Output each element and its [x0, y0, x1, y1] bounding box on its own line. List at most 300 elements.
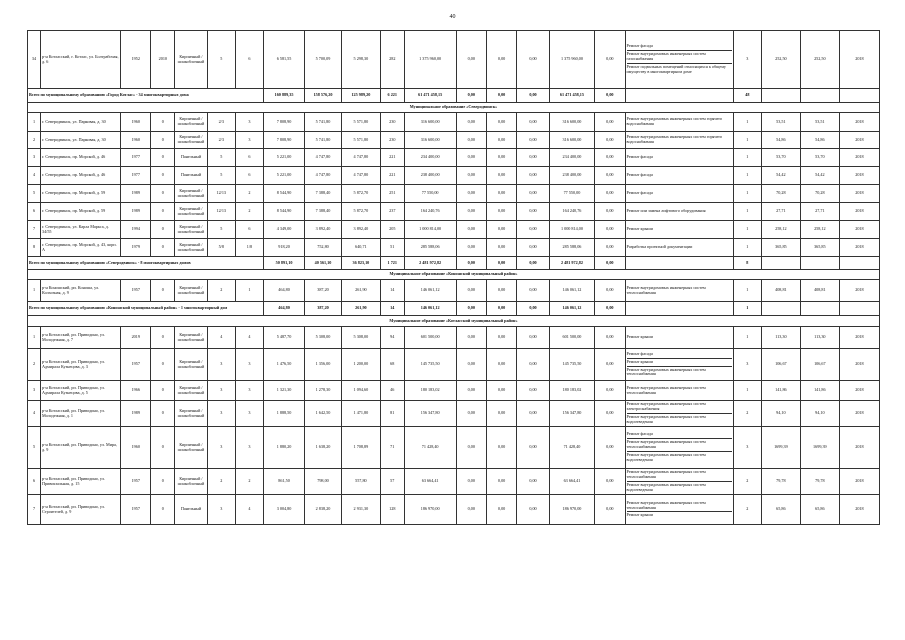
- total-n: 1 721: [380, 257, 404, 270]
- wall-material: Панельный: [175, 149, 207, 167]
- table-body: [28, 31, 880, 525]
- works-list: [625, 203, 733, 221]
- work-item: Ремонт внутридомовых инженерных систем газоснабжения: [627, 51, 732, 64]
- total-n: 14: [380, 302, 404, 316]
- cell-a2: 1 356,00: [305, 349, 342, 381]
- works-list: [625, 239, 733, 257]
- work-item: Ремонт подвальных помещений относящихся к общему имуществу в многоквартирном доме: [626, 63, 726, 74]
- house-address: р-н Котласский, рп. Приводино, ул. Адмирала Кузнецова, д. 3: [40, 349, 120, 381]
- commission-year: 1989: [121, 185, 151, 203]
- cell-a2: 4 747,80: [305, 149, 342, 167]
- last-repair-year: 0: [151, 381, 175, 401]
- floors-count: 5: [207, 149, 235, 167]
- works-list: [625, 113, 733, 132]
- cell-z1: 0,00: [456, 401, 486, 427]
- unit-cost-limit: 365,85: [800, 239, 839, 257]
- cell-z3: 0,00: [517, 149, 549, 167]
- entrances-count: 3: [235, 113, 263, 132]
- table-row: [28, 149, 880, 167]
- cell-a1: 918,20: [263, 239, 304, 257]
- cell-a3: 5 308,00: [341, 327, 380, 349]
- table-row: [28, 31, 880, 89]
- cell-a3: 261,90: [341, 280, 380, 302]
- cell-own: 180 183,02: [549, 381, 594, 401]
- works-count: 1: [733, 167, 761, 185]
- unit-cost: 65,86: [761, 495, 800, 525]
- row-number: 7: [28, 495, 41, 525]
- cell-cost: 71 428,40: [404, 427, 456, 469]
- cell-z3: 0,00: [517, 239, 549, 257]
- last-repair-year: 0: [151, 203, 175, 221]
- cell-a1: 7 808,90: [263, 132, 304, 149]
- total-count: 48: [733, 89, 761, 103]
- work-item: Ремонт внутридомовых инженерных систем теплоснабжения: [626, 384, 706, 395]
- cell-a3: 5 571,80: [341, 132, 380, 149]
- wall-material: Кирпичный / шлакоблочный: [175, 381, 207, 401]
- total-row: [28, 257, 880, 270]
- cell-a1: 1 476,50: [263, 349, 304, 381]
- work-item: Ремонт внутридомовых инженерных систем водоотведения: [626, 482, 706, 492]
- cell-own: 234 400,00: [549, 149, 594, 167]
- cell-own: 238 400,00: [549, 167, 594, 185]
- total-empty-2: [800, 302, 839, 316]
- plan-year: 2018: [839, 381, 879, 401]
- cell-z4: 0,00: [595, 280, 625, 302]
- cell-a2: 1 642,50: [305, 401, 342, 427]
- floors-count: 4: [207, 327, 235, 349]
- house-address: р-н Котласский, рп. Приводино, ул. Молодежная, д. 7: [40, 327, 120, 349]
- floors-count: 2: [207, 280, 235, 302]
- table-row: [28, 469, 880, 495]
- unit-cost-limit: 252,50: [800, 31, 839, 89]
- table-row: [28, 203, 880, 221]
- house-address: р-н Котласский, г. Котлас, ул. Болтрабочая, д. 6: [40, 31, 120, 89]
- table-row: [28, 113, 880, 132]
- entrances-count: 3: [235, 401, 263, 427]
- cell-cost: 180 183,02: [404, 381, 456, 401]
- cell-cost: 63 664,41: [404, 469, 456, 495]
- wall-material: Кирпичный / шлакоблочный: [175, 327, 207, 349]
- unit-cost-limit: 94,10: [800, 401, 839, 427]
- plan-year: 2018: [839, 327, 879, 349]
- commission-year: 1979: [121, 239, 151, 257]
- table-row: [28, 495, 880, 525]
- works-list: [625, 280, 733, 302]
- cell-z3: 0,00: [517, 349, 549, 381]
- plan-year: 2018: [839, 203, 879, 221]
- table-row: [28, 280, 880, 302]
- unit-cost-limit: 65,86: [800, 495, 839, 525]
- floors-count: 5: [207, 31, 235, 89]
- commission-year: 1957: [121, 349, 151, 381]
- plan-year: 2018: [839, 401, 879, 427]
- cell-z4: 0,00: [595, 381, 625, 401]
- floors-count: 2/3: [207, 113, 235, 132]
- work-item: Ремонт фасада: [626, 190, 653, 196]
- cell-z1: 0,00: [456, 113, 486, 132]
- total-z3: 0,00: [517, 89, 549, 103]
- commission-year: 1957: [121, 469, 151, 495]
- cell-z1: 0,00: [456, 495, 486, 525]
- cell-n: 57: [380, 469, 404, 495]
- cell-n: 14: [380, 280, 404, 302]
- unit-cost-limit: 141,86: [800, 381, 839, 401]
- plan-year: 2018: [839, 469, 879, 495]
- total-own: 61 471 458,15: [549, 89, 594, 103]
- cell-a1: 8 544,90: [263, 185, 304, 203]
- total-own: 2 481 972,82: [549, 257, 594, 270]
- work-item: Ремонт внутридомовых инженерных систем теплоснабжения: [627, 500, 732, 513]
- cell-a2: 4 747,80: [305, 167, 342, 185]
- commission-year: 1994: [121, 221, 151, 239]
- entrances-count: 6: [235, 31, 263, 89]
- cell-cost: 156 347,80: [404, 401, 456, 427]
- cell-cost: 164 240,76: [404, 203, 456, 221]
- cell-z2: 0,00: [486, 31, 516, 89]
- floors-count: 5: [207, 167, 235, 185]
- entrances-count: 6: [235, 149, 263, 167]
- plan-year: 2018: [839, 31, 879, 89]
- cell-z2: 0,00: [486, 327, 516, 349]
- wall-material: Кирпичный / шлакоблочный: [175, 280, 207, 302]
- cell-a2: 2 838,20: [305, 495, 342, 525]
- cell-z4: 0,00: [595, 185, 625, 203]
- last-repair-year: 0: [151, 185, 175, 203]
- total-a2: 158 576,20: [305, 89, 342, 103]
- cell-a1: 8 544,90: [263, 203, 304, 221]
- unit-cost-limit: 54,86: [800, 132, 839, 149]
- works-count: 1: [733, 280, 761, 302]
- table-row: [28, 132, 880, 149]
- house-address: г. Северодвинск, пр. Морской, д. 43, корп. А: [40, 239, 120, 257]
- cell-z3: 0,00: [517, 185, 549, 203]
- works-count: 2: [733, 495, 761, 525]
- total-z1: 0,00: [456, 89, 486, 103]
- wall-material: Кирпичный / шлакоблочный: [175, 113, 207, 132]
- cell-z3: 0,00: [517, 469, 549, 495]
- works-count: 1: [733, 185, 761, 203]
- total-empty-3: [839, 89, 879, 103]
- cell-z2: 0,00: [486, 495, 516, 525]
- cell-own: 316 600,00: [549, 113, 594, 132]
- cell-z4: 0,00: [595, 221, 625, 239]
- entrances-count: 2: [235, 185, 263, 203]
- total-empty-1: [761, 257, 800, 270]
- works-count: 3: [733, 31, 761, 89]
- last-repair-year: 0: [151, 149, 175, 167]
- plan-year: 2018: [839, 427, 879, 469]
- unit-cost-limit: 70,28: [800, 185, 839, 203]
- cell-z2: 0,00: [486, 280, 516, 302]
- wall-material: Кирпичный / шлакоблочный: [175, 427, 207, 469]
- cell-a2: 7 388,40: [305, 185, 342, 203]
- total-z1: 0,00: [456, 257, 486, 270]
- unit-cost: 27,71: [761, 203, 800, 221]
- cell-n: 71: [380, 427, 404, 469]
- table-row: [28, 239, 880, 257]
- house-address: г. Северодвинск, ул. Парковая, д. 30: [40, 113, 120, 132]
- total-count: 8: [733, 257, 761, 270]
- total-empty-3: [839, 257, 879, 270]
- commission-year: 1977: [121, 149, 151, 167]
- cell-n: 230: [380, 132, 404, 149]
- unit-cost-limit: 258,12: [800, 221, 839, 239]
- row-number: 1: [28, 327, 41, 349]
- commission-year: 1960: [121, 113, 151, 132]
- entrances-count: 6: [235, 167, 263, 185]
- total-a3: 261,90: [341, 302, 380, 316]
- floors-count: 3: [207, 427, 235, 469]
- cell-cost: 1 375 960,00: [404, 31, 456, 89]
- cell-n: 94: [380, 327, 404, 349]
- cell-a2: 5 741,80: [305, 113, 342, 132]
- total-label: Всего по муниципальному образованию «Коношский муниципальный район» - 1 многоквартирный дом: [28, 302, 264, 316]
- total-z4: 0,00: [595, 302, 625, 316]
- cell-z4: 0,00: [595, 401, 625, 427]
- unit-cost-limit: 1699,39: [800, 427, 839, 469]
- cell-a3: 4 747,80: [341, 149, 380, 167]
- row-number: 5: [28, 427, 41, 469]
- wall-material: Кирпичный / шлакоблочный: [175, 349, 207, 381]
- work-item: Ремонт внутридомовых инженерных систем теплоснабжения: [626, 366, 706, 377]
- cell-n: 221: [380, 167, 404, 185]
- table-row: [28, 327, 880, 349]
- row-number: 1: [28, 280, 41, 302]
- cell-z4: 0,00: [595, 203, 625, 221]
- last-repair-year: 0: [151, 427, 175, 469]
- cell-own: 156 347,80: [549, 401, 594, 427]
- plan-year: 2018: [839, 349, 879, 381]
- row-number: 1: [28, 113, 41, 132]
- cell-a3: 5 298,30: [341, 31, 380, 89]
- cell-own: 146 061,12: [549, 280, 594, 302]
- cell-a2: 798,00: [305, 469, 342, 495]
- total-z2: 0,00: [486, 302, 516, 316]
- total-row: [28, 89, 880, 103]
- cell-a1: 1 321,30: [263, 381, 304, 401]
- house-address: р-н Котласский, рп. Приводино, ул. Мира, д. 9: [40, 427, 120, 469]
- cell-cost: 146 061,12: [404, 280, 456, 302]
- house-address: р-н Котласский, рп. Приводино, ул. Молодежная, д. 1: [40, 401, 120, 427]
- row-number: 8: [28, 239, 41, 257]
- total-empty-2: [800, 257, 839, 270]
- plan-year: 2018: [839, 221, 879, 239]
- total-works-empty: [625, 257, 733, 270]
- total-z3: 0,00: [517, 302, 549, 316]
- works-count: 1: [733, 149, 761, 167]
- work-item: Ремонт фасада: [626, 154, 653, 160]
- row-number: 5: [28, 185, 41, 203]
- floors-count: 12/13: [207, 203, 235, 221]
- cell-z3: 0,00: [517, 327, 549, 349]
- cell-z3: 0,00: [517, 401, 549, 427]
- cell-own: 145 735,50: [549, 349, 594, 381]
- cell-z4: 0,00: [595, 469, 625, 495]
- unit-cost: 252,50: [761, 31, 800, 89]
- wall-material: Кирпичный / шлакоблочный: [175, 239, 207, 257]
- entrances-count: 4: [235, 327, 263, 349]
- cell-a1: 3 004,80: [263, 495, 304, 525]
- unit-cost: 106,67: [761, 349, 800, 381]
- works-list: [625, 221, 733, 239]
- last-repair-year: 2010: [151, 31, 175, 89]
- cell-a1: 1 880,20: [263, 427, 304, 469]
- cell-n: 128: [380, 495, 404, 525]
- page-number: 40: [449, 14, 456, 20]
- wall-material: Кирпичный / шлакоблочный: [175, 469, 207, 495]
- cell-z4: 0,00: [595, 427, 625, 469]
- cell-z4: 0,00: [595, 31, 625, 89]
- cell-cost: 234 400,00: [404, 149, 456, 167]
- works-count: 1: [733, 381, 761, 401]
- cell-z1: 0,00: [456, 349, 486, 381]
- cell-a3: 1 708,89: [341, 427, 380, 469]
- cell-cost: 316 600,00: [404, 113, 456, 132]
- floors-count: 2: [207, 469, 235, 495]
- unit-cost-limit: 106,67: [800, 349, 839, 381]
- entrances-count: 3: [235, 132, 263, 149]
- entrances-count: 3: [235, 381, 263, 401]
- cell-n: 205: [380, 221, 404, 239]
- cell-a1: 4 349,00: [263, 221, 304, 239]
- cell-a2: 1 278,30: [305, 381, 342, 401]
- works-list: [625, 401, 733, 427]
- total-a1: 160 889,35: [263, 89, 304, 103]
- last-repair-year: 0: [151, 132, 175, 149]
- unit-cost-limit: 53,51: [800, 113, 839, 132]
- total-z2: 0,00: [486, 89, 516, 103]
- cell-a3: 2 931,30: [341, 495, 380, 525]
- cell-z2: 0,00: [486, 113, 516, 132]
- work-item: Ремонт крыши: [626, 512, 653, 518]
- total-empty-1: [761, 89, 800, 103]
- cell-z3: 0,00: [517, 221, 549, 239]
- floors-count: 5: [207, 221, 235, 239]
- row-number: 4: [28, 167, 41, 185]
- total-cost: 61 471 458,15: [404, 89, 456, 103]
- last-repair-year: 0: [151, 239, 175, 257]
- house-address: г. Северодвинск, пр. Морской, д. 46: [40, 149, 120, 167]
- plan-year: 2018: [839, 280, 879, 302]
- total-a2: 387,20: [305, 302, 342, 316]
- cell-z2: 0,00: [486, 427, 516, 469]
- cell-z3: 0,00: [517, 280, 549, 302]
- cell-own: 1 375 960,00: [549, 31, 594, 89]
- work-item: Ремонт внутридомовых инженерных систем горячего водоснабжения: [626, 116, 723, 126]
- row-number: 6: [28, 203, 41, 221]
- cell-z3: 0,00: [517, 132, 549, 149]
- work-item: Ремонт внутридомовых инженерных систем электроснабжения: [627, 401, 732, 414]
- row-number: 2: [28, 349, 41, 381]
- unit-cost: 53,51: [761, 113, 800, 132]
- unit-cost: 1699,39: [761, 427, 800, 469]
- floors-count: 3: [207, 349, 235, 381]
- unit-cost: 365,85: [761, 239, 800, 257]
- cell-z1: 0,00: [456, 327, 486, 349]
- last-repair-year: 0: [151, 280, 175, 302]
- cell-z4: 0,00: [595, 239, 625, 257]
- works-list: [625, 327, 733, 349]
- unit-cost-limit: 54,42: [800, 167, 839, 185]
- last-repair-year: 0: [151, 469, 175, 495]
- unit-cost: 408,81: [761, 280, 800, 302]
- cell-cost: 1 000 814,00: [404, 221, 456, 239]
- work-item: Ремонт крыши: [626, 334, 653, 340]
- row-number: 4: [28, 401, 41, 427]
- cell-a2: 1 638,20: [305, 427, 342, 469]
- work-item: Разработка проектной документации: [626, 244, 693, 250]
- total-z3: 0,00: [517, 257, 549, 270]
- section-title: Муниципальное образование «Коношский муниципальный район»: [28, 270, 880, 280]
- cell-z2: 0,00: [486, 381, 516, 401]
- floors-count: 3: [207, 381, 235, 401]
- house-address: р-н Котласский, рп. Приводино, ул. Адмирала Кузнецова, д. 5: [40, 381, 120, 401]
- house-address: р-н Коношский, рп. Коноша, ул. Колхозная, д. 9: [40, 280, 120, 302]
- total-cost: 2 481 972,82: [404, 257, 456, 270]
- cell-z3: 0,00: [517, 495, 549, 525]
- cell-a3: 4 747,80: [341, 167, 380, 185]
- cell-n: 251: [380, 185, 404, 203]
- work-item: Ремонт крыши: [627, 359, 732, 367]
- cell-z3: 0,00: [517, 113, 549, 132]
- house-address: г. Северодвинск, пр. Морской, д. 59: [40, 185, 120, 203]
- cell-cost: 186 970,00: [404, 495, 456, 525]
- works-count: 1: [733, 113, 761, 132]
- entrances-count: 2: [235, 469, 263, 495]
- works-list: [625, 427, 733, 469]
- cell-n: 81: [380, 401, 404, 427]
- cell-own: 77 550,00: [549, 185, 594, 203]
- commission-year: 1957: [121, 280, 151, 302]
- total-own: 146 061,12: [549, 302, 594, 316]
- cell-z2: 0,00: [486, 185, 516, 203]
- total-a1: 464,80: [263, 302, 304, 316]
- cell-a1: 5 221,00: [263, 149, 304, 167]
- total-row: [28, 302, 880, 316]
- plan-year: 2018: [839, 495, 879, 525]
- works-count: 1: [733, 327, 761, 349]
- section-title: Муниципальное образование «Северодвинск»: [28, 103, 880, 113]
- plan-year: 2018: [839, 113, 879, 132]
- entrances-count: 3: [235, 349, 263, 381]
- cell-cost: 238 400,00: [404, 167, 456, 185]
- cell-n: 221: [380, 149, 404, 167]
- cell-z4: 0,00: [595, 327, 625, 349]
- floors-count: 2/3: [207, 132, 235, 149]
- house-address: г. Северодвинск, ул. Парковая, д. 30: [40, 132, 120, 149]
- works-count: 1: [733, 239, 761, 257]
- cell-z2: 0,00: [486, 349, 516, 381]
- work-item: Ремонт внутридомовых инженерных систем теплоснабжения: [627, 469, 732, 482]
- total-z4: 0,00: [595, 257, 625, 270]
- unit-cost-limit: 53,70: [800, 149, 839, 167]
- last-repair-year: 0: [151, 113, 175, 132]
- works-list: [625, 167, 733, 185]
- works-list: [625, 495, 733, 525]
- cell-cost: 145 735,50: [404, 349, 456, 381]
- unit-cost: 113,30: [761, 327, 800, 349]
- unit-cost: 258,12: [761, 221, 800, 239]
- works-list: [625, 469, 733, 495]
- work-item: Ремонт внутридомовых инженерных систем водоотведения: [626, 451, 706, 462]
- cell-z2: 0,00: [486, 132, 516, 149]
- entrances-count: 1/8: [235, 239, 263, 257]
- unit-cost: 54,86: [761, 132, 800, 149]
- cell-cost: 601 500,00: [404, 327, 456, 349]
- house-address: г. Северодвинск, пр. Морской, д. 46: [40, 167, 120, 185]
- total-a3: 36 823,10: [341, 257, 380, 270]
- last-repair-year: 0: [151, 401, 175, 427]
